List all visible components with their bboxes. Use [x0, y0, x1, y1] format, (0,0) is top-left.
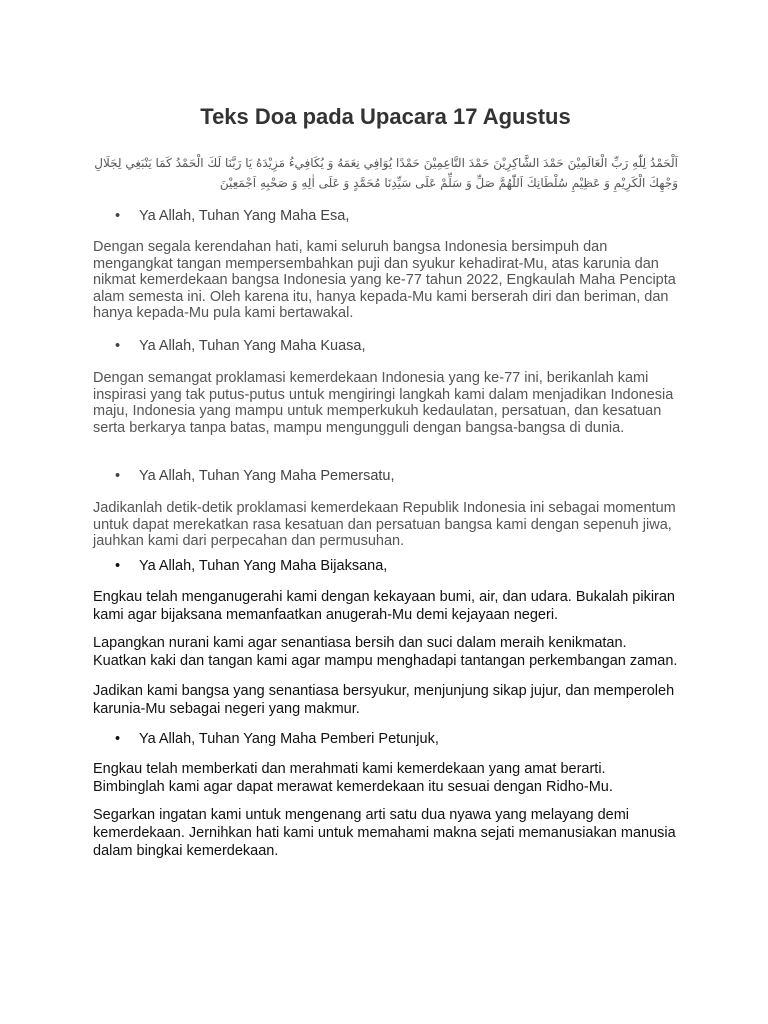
paragraph: Dengan semangat proklamasi kemerdekaan Indonesia yang ke-77 ini, berikanlah kami inspirasi yang tak putus-putus untuk mengiringi langkah kami dalam menjadikan Indonesia maju, Indonesia yang mampu untuk memperkukuh kedaulatan, persatuan, dan kesatuan serta berkarya tanpa batas, mampu mengungguli dengan bangsa-bangsa di dunia.: [93, 370, 674, 436]
page-title: Teks Doa pada Upacara 17 Agustus: [200, 104, 571, 129]
section-heading-text: Ya Allah, Tuhan Yang Maha Bijaksana,: [139, 558, 388, 574]
paragraph: Jadikan kami bangsa yang senantiasa bersyukur, menjunjung sikap jujur, dan memperoleh karunia-Mu sebagai negeri yang makmur.: [93, 683, 675, 717]
bullet-icon: •: [115, 731, 121, 747]
section-heading-maha-kuasa: [115, 337, 366, 355]
section-heading-text: Ya Allah, Tuhan Yang Maha Pemberi Petunjuk,: [139, 731, 439, 747]
section-heading-maha-pemersatu: [115, 467, 395, 485]
paragraph: Segarkan ingatan kami untuk mengenang arti satu dua nyawa yang melayang demi kemerdekaan. Jernihkan hati kami untuk memahami makna sejati memanusiakan manusia dalam bingkai kemerdekaan.: [93, 807, 676, 859]
section-heading-maha-bijaksana: [115, 557, 387, 575]
paragraph: Lapangkan nurani kami agar senantiasa bersih dan suci dalam meraih kenikmatan. Kuatkan kaki dan tangan kami agar mampu menghadapi tantangan perkembangan zaman.: [93, 635, 678, 669]
paragraph: Engkau telah memberkati dan merahmati kami kemerdekaan yang amat berarti. Bimbinglah kami agar dapat merawat kemerdekaan itu sesuai dengan Ridho-Mu.: [93, 761, 613, 795]
bullet-icon: •: [115, 468, 121, 484]
paragraph: Dengan segala kerendahan hati, kami seluruh bangsa Indonesia bersimpuh dan mengangkat tangan mempersembahkan puji dan syukur kehadirat-Mu, atas karunia dan nikmat kemerdekaan bangsa Indonesia yang ke-77 tahun 2022, Engkaulah Maha Pencipta alam semesta ini. Oleh karena itu, hanya kepada-Mu kami berserah diri dan beriman, dan hanya kepada-Mu pula kami bertawakal.: [93, 239, 676, 321]
paragraph: Engkau telah menganugerahi kami dengan kekayaan bumi, air, dan udara. Bukalah pikiran kami agar bijaksana memanfaatkan anugerah-Mu demi kejayaan negeri.: [93, 589, 675, 623]
section-heading-text: Ya Allah, Tuhan Yang Maha Esa,: [139, 208, 350, 224]
arabic-opening-prayer: اَلْحَمْدُ لِلّٰهِ رَبِّ الْعَالَمِيْنَ حَمْدَ الشَّاكِرِيْنَ حَمْدَ النَّاعِمِيْنَ حَمْدًا يُوَافِي نِعَمَهُ وَ يُكَافِيءُ مَزِيْدَهُ يَا رَبَّنَا لَكَ الْحَمْدُ كَمَا يَنْبَغِي لِجَلَالِ وَجْهِكَ الْكَرِيْمِ وَ عَظِيْمِ سُلْطَانِكَ اَللّٰهُمَّ صَلِّ وَ سَلِّمْ عَلَى سَيِّدِنَا مُحَمَّدٍ وَ عَلَى اٰلِهِ وَ صَحْبِهِ اَجْمَعِيْنَ: [94, 156, 678, 190]
section-heading-maha-esa: [115, 207, 349, 225]
section-heading-text: Ya Allah, Tuhan Yang Maha Kuasa,: [139, 338, 366, 354]
bullet-icon: •: [115, 558, 121, 574]
section-heading-maha-pemberi-petunjuk: [115, 730, 439, 748]
bullet-icon: •: [115, 208, 121, 224]
paragraph: Jadikanlah detik-detik proklamasi kemerdekaan Republik Indonesia ini sebagai momentum untuk dapat merekatkan rasa kesatuan dan persatuan bangsa kami dengan sepenuh jiwa, jauhkan kami dari perpecahan dan permusuhan.: [93, 500, 676, 549]
section-heading-text: Ya Allah, Tuhan Yang Maha Pemersatu,: [139, 468, 395, 484]
bullet-icon: •: [115, 338, 121, 354]
